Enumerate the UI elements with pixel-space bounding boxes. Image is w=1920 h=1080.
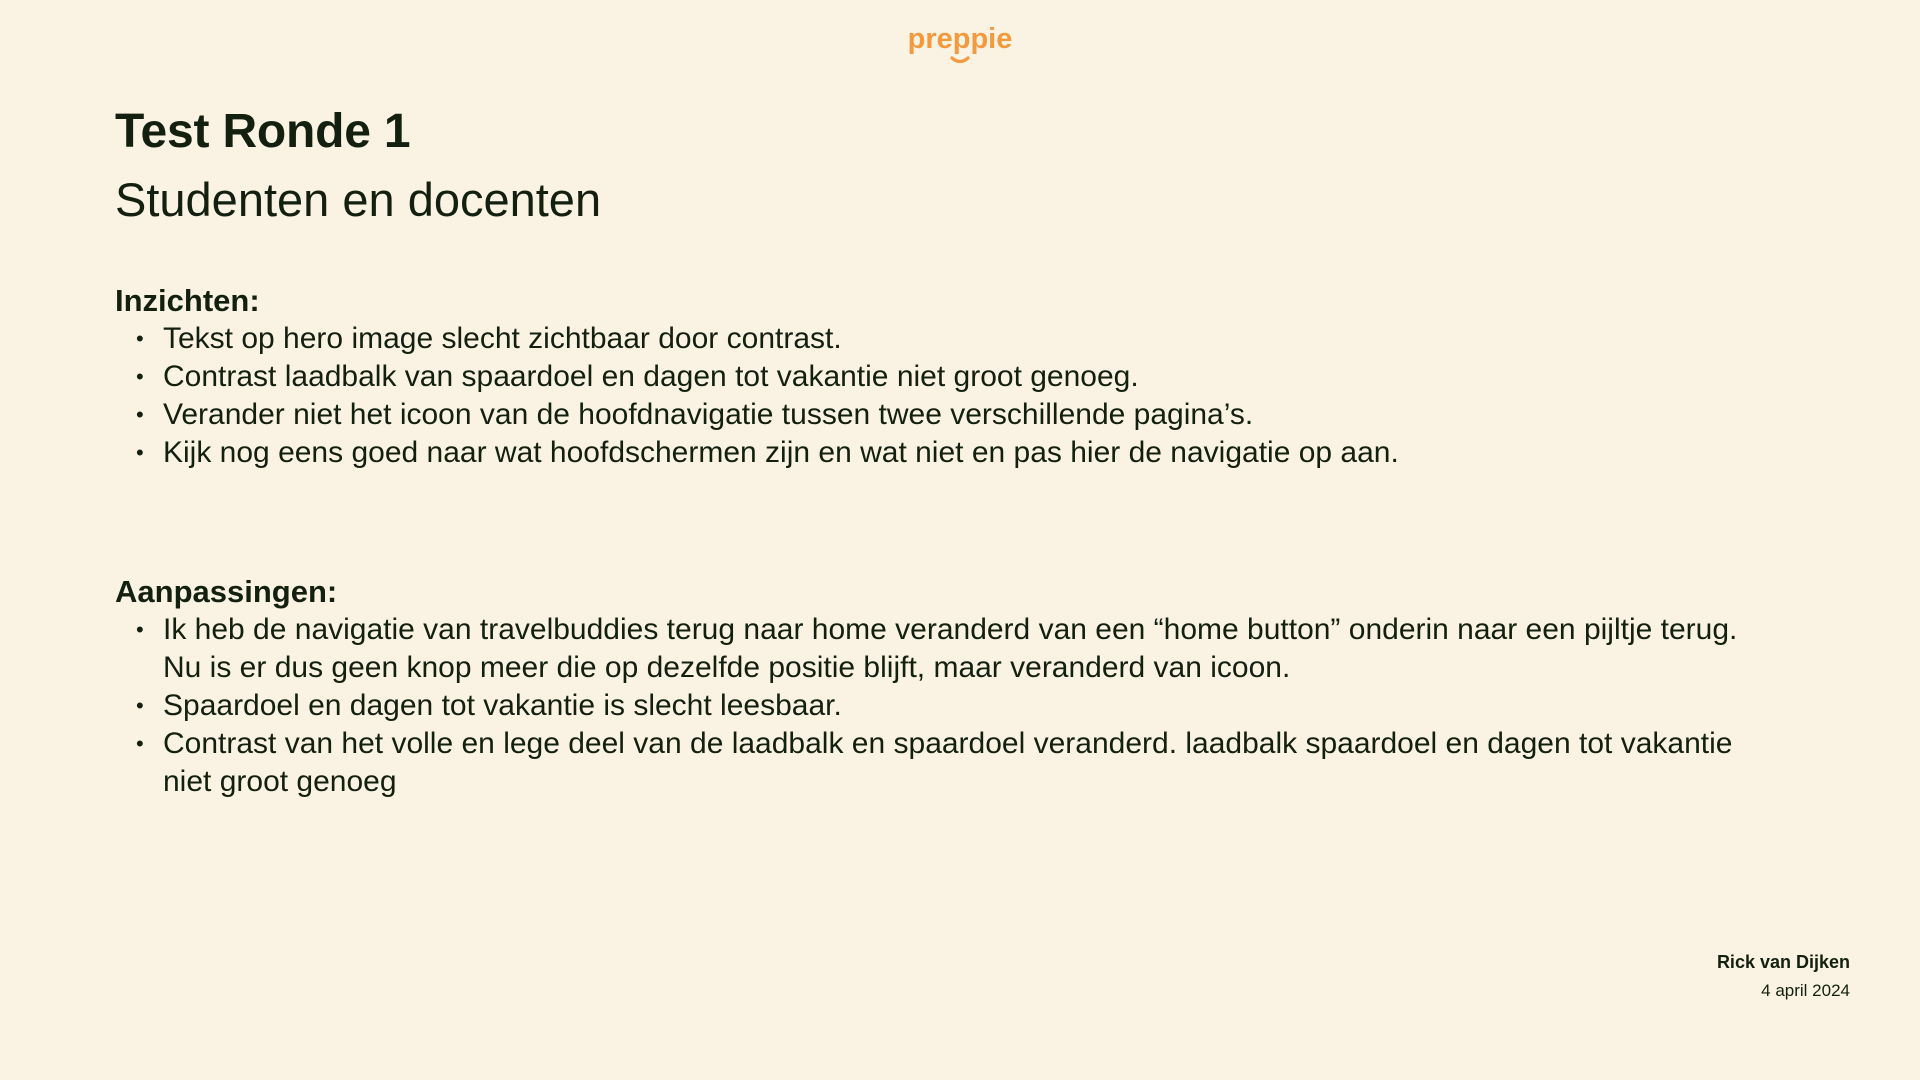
change-item — [115, 725, 1755, 801]
logo-icon — [905, 24, 1015, 64]
bullet-icon: • — [136, 402, 144, 427]
insight-text: Contrast laadbalk van spaardoel en dagen tot vakantie niet groot genoeg. — [163, 360, 1139, 393]
change-text: Contrast van het volle en lege deel van de laadbalk en spaardoel veranderd. laadbalk spaardoel en dagen tot vakantie niet groot genoeg — [163, 727, 1733, 798]
insight-item — [115, 396, 1755, 434]
change-item — [115, 687, 1755, 725]
presentation-date: 4 april 2024 — [1761, 981, 1850, 1000]
preppie-logo — [0, 24, 1920, 69]
changes-heading: Aanpassingen: — [115, 574, 338, 609]
insights-section — [115, 282, 1755, 472]
bullet-icon: • — [136, 440, 144, 465]
changes-section — [115, 573, 1755, 801]
bullet-icon: • — [136, 731, 144, 756]
logo-wordmark: preppie — [907, 24, 1013, 55]
page-subtitle: Studenten en docenten — [115, 173, 602, 226]
insights-heading: Inzichten: — [115, 283, 260, 318]
bullet-icon: • — [136, 364, 144, 389]
author-name: Rick van Dijken — [1716, 952, 1850, 972]
changes-list — [115, 611, 1755, 801]
insight-text: Kijk nog eens goed naar wat hoofdschermen zijn en wat niet en pas hier de navigatie op aan. — [163, 436, 1399, 469]
logo-smile — [952, 58, 968, 62]
page-title: Test Ronde 1 — [115, 105, 411, 158]
insight-item — [115, 434, 1755, 472]
change-item — [115, 611, 1755, 687]
bullet-icon: • — [136, 617, 144, 642]
insight-item — [115, 320, 1755, 358]
footer — [1717, 948, 1850, 1006]
insights-list — [115, 320, 1755, 472]
insight-item — [115, 358, 1755, 396]
insight-text: Tekst op hero image slecht zichtbaar door contrast. — [163, 322, 842, 355]
bullet-icon: • — [136, 326, 144, 351]
insight-text: Verander niet het icoon van de hoofdnavigatie tussen twee verschillende pagina’s. — [163, 398, 1254, 431]
change-text: Spaardoel en dagen tot vakantie is slecht leesbaar. — [163, 689, 842, 722]
bullet-icon: • — [136, 693, 144, 718]
change-text: Ik heb de navigatie van travelbuddies terug naar home veranderd van een “home button” onderin naar een pijltje terug. Nu is er dus geen knop meer die op dezelfde positie blijft, maar veranderd van icoon. — [163, 613, 1738, 684]
